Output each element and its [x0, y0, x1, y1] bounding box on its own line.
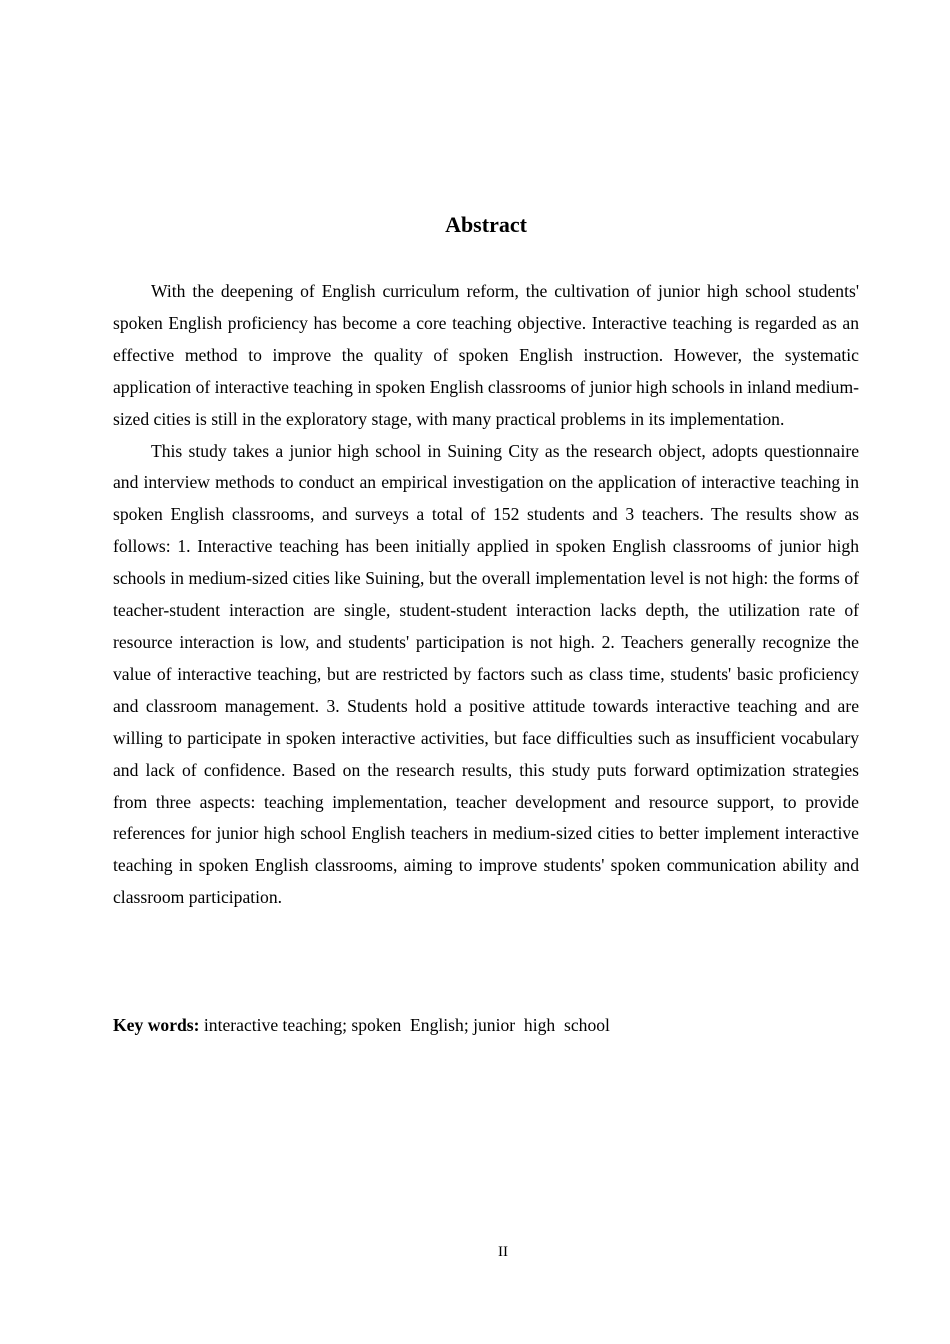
abstract-heading: Abstract — [445, 212, 527, 237]
abstract-paragraph-2: This study takes a junior high school in Suining City as the research object, adopts questionnaire and interview methods to conduct an empirical investigation on the application of interactive teaching in spoken English classrooms, and surveys a total of 152 students and 3 teachers. The results show as follows: 1. Interactive teaching has been initially applied in spoken English classrooms of junior high schools in medium-sized cities like Suining, but the overall implementation level is not high: the forms of teacher-student interaction are single, student-student interaction lacks depth, the utilization rate of resource interaction is low, and students' participation is not high. 2. Teachers generally recognize the value of interactive teaching, but are restricted by factors such as class time, students' basic proficiency and classroom management. 3. Students hold a positive attitude towards interactive teaching and are willing to participate in spoken interactive activities, but face difficulties such as insufficient vocabulary and lack of confidence. Based on the research results, this study puts forward optimization strategies from three aspects: teaching implementation, teacher development and resource support, to provide references for junior high school English teachers in medium-sized cities to better implement interactive teaching in spoken English classrooms, aiming to improve students' spoken communication ability and classroom participation. — [113, 440, 859, 908]
keywords-line — [113, 1010, 859, 1042]
abstract-body — [113, 276, 859, 914]
keywords-label: Key words: — [113, 1015, 200, 1035]
abstract-paragraph-1: With the deepening of English curriculum reform, the cultivation of junior high school students' spoken English proficiency has become a core teaching objective. Interactive teaching is regarded as an effective method to improve the quality of spoken English instruction. However, the systematic application of interactive teaching in spoken English classrooms of junior high schools in inland medium-sized cities is still in the exploratory stage, with many practical problems in its implementation. — [113, 281, 859, 429]
keywords-text: interactive teaching; spoken English; junior high school — [199, 1015, 610, 1035]
page-number: II — [498, 1244, 508, 1260]
